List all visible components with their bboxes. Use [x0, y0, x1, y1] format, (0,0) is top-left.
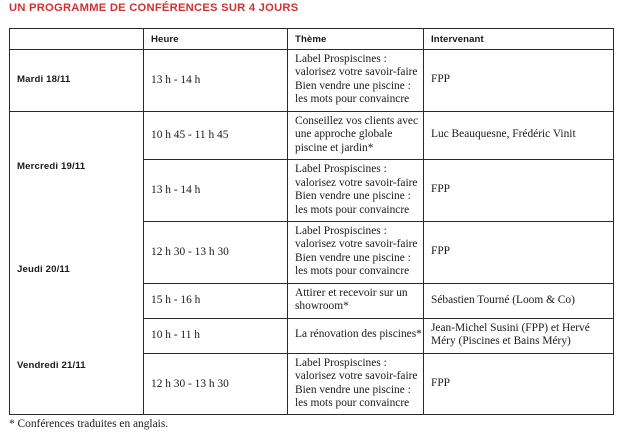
theme-line: Label Prospiscines : — [295, 53, 387, 65]
session-speaker-cell — [424, 221, 614, 283]
table-body — [10, 50, 614, 415]
session-speaker-cell — [424, 353, 614, 415]
session-theme-cell — [288, 111, 424, 159]
table-header-row — [10, 29, 614, 50]
theme-line: valorisez votre savoir-faire — [295, 176, 418, 189]
session-time-cell: 12 h 30 - 13 h 30 — [144, 221, 288, 283]
session-speaker-cell — [424, 50, 614, 112]
theme-line: Label Prospiscines : — [295, 224, 387, 237]
speaker-line: FPP — [431, 73, 451, 86]
column-header-day — [10, 29, 144, 50]
speaker-line: Sébastien Tourné (Loom & Co) — [431, 293, 575, 306]
theme-line: valorisez votre savoir-faire — [295, 238, 418, 251]
session-speaker-cell — [424, 111, 614, 159]
theme-line: les mots pour convaincre — [295, 396, 410, 409]
speaker-line: Méry (Piscines et Bains Méry) — [431, 335, 571, 348]
session-speaker-cell — [424, 318, 614, 353]
theme-line: Conseillez vos clients avec — [295, 114, 419, 127]
day-label-cell: Mercredi 19/11 — [10, 111, 144, 221]
session-time-cell: 15 h - 16 h — [144, 283, 288, 318]
theme-line: La rénovation des piscines* — [295, 328, 422, 341]
speaker-line: Jean-Michel Susini (FPP) et Hervé — [431, 321, 590, 334]
theme-line: Bien vendre une piscine : — [295, 383, 411, 396]
session-theme-cell — [288, 160, 424, 222]
day-label-cell: Mardi 18/11 — [10, 50, 144, 112]
theme-line: Label Prospiscines : — [295, 356, 387, 369]
session-speaker-cell — [424, 160, 614, 222]
session-time-cell: 13 h - 14 h — [144, 160, 288, 222]
session-theme-cell — [288, 283, 424, 318]
session-time-cell: 10 h 45 - 11 h 45 — [144, 111, 288, 159]
speaker-line: Luc Beauquesne, Frédéric Vinit — [431, 128, 576, 141]
schedule-table-container — [9, 28, 613, 415]
footnote-translation-note: * Conférences traduites en anglais. — [9, 418, 169, 430]
session-theme-cell — [288, 50, 424, 112]
theme-line: les mots pour convaincre — [295, 265, 410, 278]
theme-line: Bien vendre une piscine : — [295, 190, 411, 203]
session-time-cell: 10 h - 11 h — [144, 318, 288, 353]
theme-line: les mots pour convaincre — [295, 93, 410, 106]
theme-line: une approche globale — [295, 128, 393, 141]
table-row — [10, 111, 614, 159]
theme-line: les mots pour convaincre — [295, 203, 410, 216]
table-header — [10, 29, 614, 50]
theme-line: Bien vendre une piscine : — [295, 79, 411, 92]
session-time-cell: 13 h - 14 h — [144, 50, 288, 112]
conference-schedule-table — [9, 28, 614, 415]
theme-line: Label Prospiscines : — [295, 163, 387, 176]
theme-line: Bien vendre une piscine : — [295, 251, 411, 264]
speaker-line: FPP — [431, 376, 451, 389]
table-row — [10, 221, 614, 283]
session-theme-cell — [288, 221, 424, 283]
table-row — [10, 50, 614, 112]
theme-line: Attirer et recevoir sur un — [295, 286, 408, 299]
column-header-theme: Thème — [288, 29, 424, 50]
theme-line: piscine et jardin* — [295, 141, 374, 154]
session-time-cell: 12 h 30 - 13 h 30 — [144, 353, 288, 415]
speaker-line: FPP — [431, 245, 451, 258]
session-speaker-cell — [424, 283, 614, 318]
theme-line: valorisez votre savoir-faire — [295, 370, 418, 383]
page-title: UN PROGRAMME DE CONFÉRENCES SUR 4 JOURS — [9, 2, 299, 14]
day-label-cell: Jeudi 20/11 — [10, 221, 144, 318]
column-header-intervenant: Intervenant — [424, 29, 614, 50]
session-theme-cell — [288, 318, 424, 353]
table-row — [10, 318, 614, 353]
column-header-heure: Heure — [144, 29, 288, 50]
theme-line: showroom* — [295, 300, 349, 313]
session-theme-cell — [288, 353, 424, 415]
day-label-cell: Vendredi 21/11 — [10, 318, 144, 415]
speaker-line: FPP — [431, 183, 451, 196]
theme-line: valorisez votre savoir-faire — [295, 66, 418, 79]
